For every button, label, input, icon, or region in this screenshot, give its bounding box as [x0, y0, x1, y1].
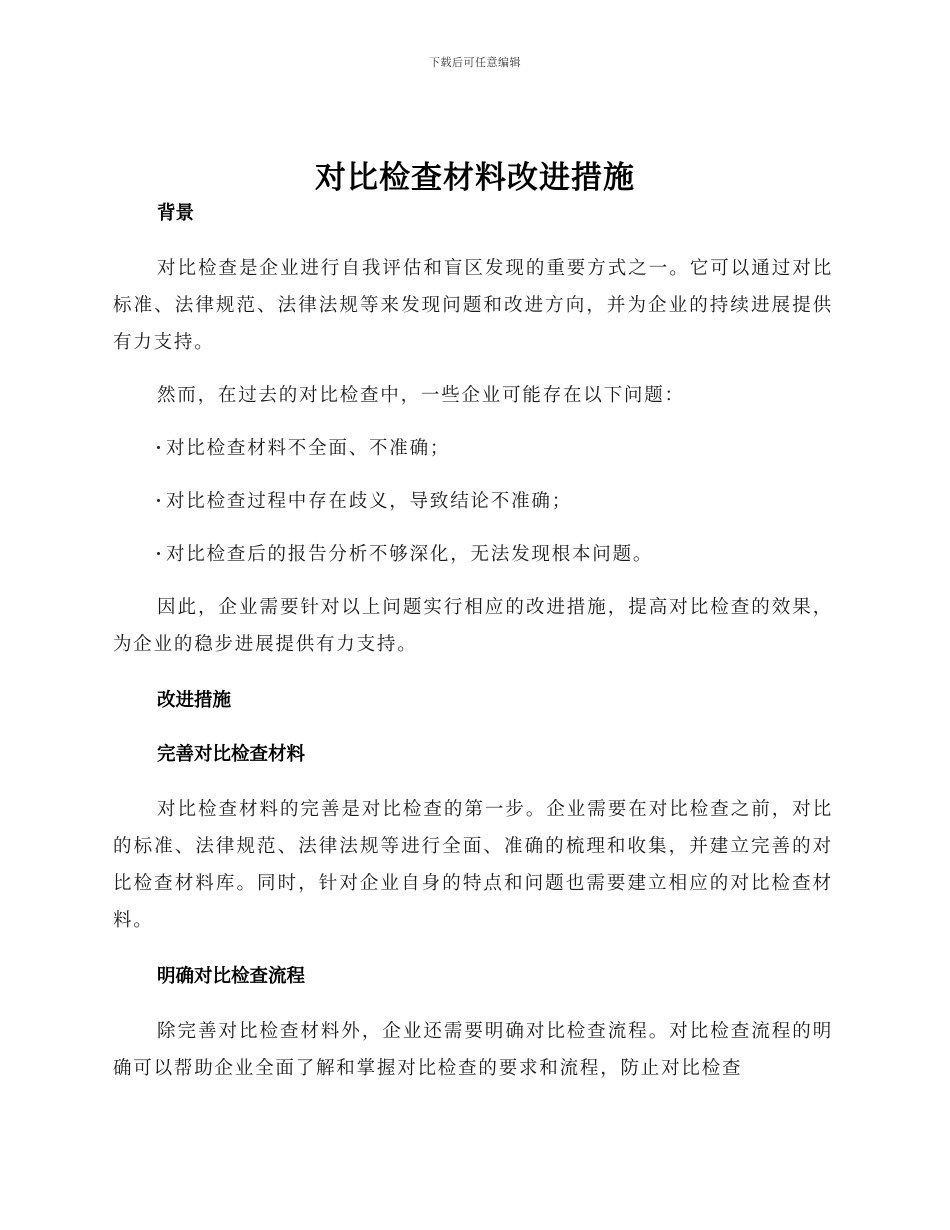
- paragraph-background-3: 因此，企业需要针对以上问题实行相应的改进措施，提高对比检查的效果，为企业的稳步进展提供有力支持。: [113, 597, 833, 655]
- paragraph-process: 除完善对比检查材料外，企业还需要明确对比检查流程。对比检查流程的明确可以帮助企业全面了解和掌握对比检查的要求和流程，防止对比检查: [113, 1021, 833, 1079]
- header-note: 下载后可任意编辑: [429, 56, 521, 69]
- bullet-dot-icon: [157, 446, 160, 449]
- bullet-dot-icon: [157, 552, 160, 555]
- subsection-heading-process: 明确对比检查流程: [157, 966, 306, 987]
- paragraph-background-2: 然而，在过去的对比检查中，一些企业可能存在以下问题：: [157, 385, 685, 406]
- paragraph-background-1: 对比检查是企业进行自我评估和盲区发现的重要方式之一。它可以通过对比标准、法律规范、法律法规等来发现问题和改进方向，并为企业的持续进展提供有力支持。: [113, 258, 833, 353]
- bullet-item: 对比检查材料不全面、不准确；: [113, 430, 833, 467]
- page-title: 对比检查材料改进措施: [315, 160, 635, 196]
- document-body: [113, 200, 833, 1087]
- paragraph-materials: 对比检查材料的完善是对比检查的第一步。企业需要在对比检查之前，对比的标准、法律规范、法律法规等进行全面、准确的梳理和收集，并建立完善的对比检查材料库。同时，针对企业自身的特点和问题也需要建立相应的对比检查材料。: [113, 799, 833, 931]
- bullet-item: 对比检查后的报告分析不够深化，无法发现根本问题。: [113, 536, 833, 573]
- subsection-heading-materials: 完善对比检查材料: [157, 744, 306, 765]
- bullet-dot-icon: [157, 499, 160, 502]
- bullet-item: 对比检查过程中存在歧义，导致结论不准确；: [113, 483, 833, 520]
- section-heading-measures: 改进措施: [157, 690, 232, 711]
- section-heading-background: 背景: [157, 203, 195, 224]
